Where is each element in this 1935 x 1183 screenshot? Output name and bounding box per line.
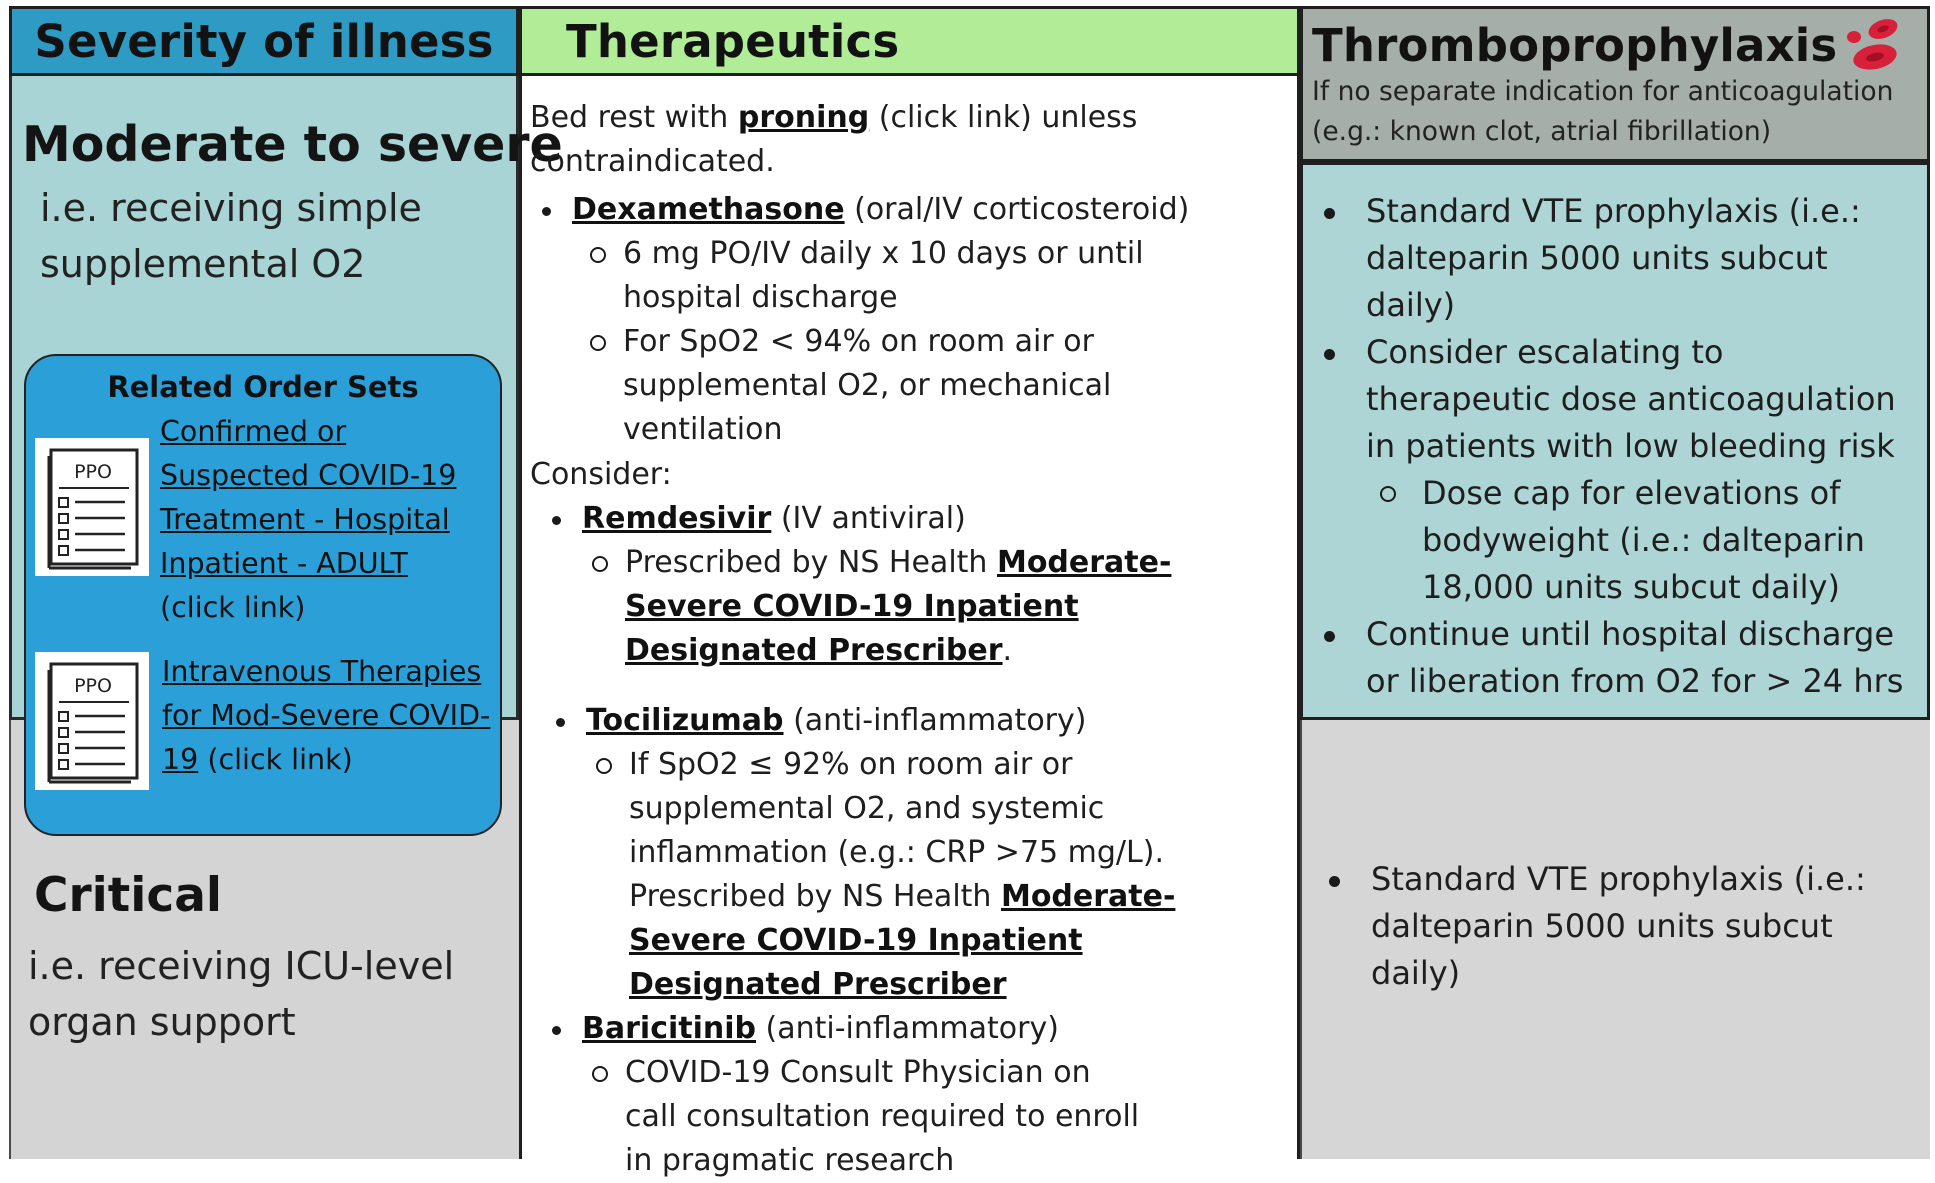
tocilizumab-item: Tocilizumab (anti-inflammatory) If SpO2 ≤ 92% on room air or supplemental O2, and systemic inflammation (e.g.: CRP >75 mg/L). Prescribed by NS Health Moderate-Severe COVID-19 Inpatient Designated Prescriber — [544, 699, 1300, 1007]
therapeutics-header — [519, 6, 1300, 76]
severity-header — [9, 6, 519, 76]
order-set-item — [160, 410, 480, 630]
click-link-hint: (click link) — [207, 743, 353, 776]
dexamethasone-indication: For SpO2 < 94% on room air or supplemental O2, or mechanical ventilation — [580, 320, 1250, 452]
designated-prescriber-link[interactable]: Moderate-Severe COVID-19 Inpatient Designated Prescriber — [629, 879, 1176, 1002]
bed-rest-instruction: Bed rest with proning (click link) unless contraindicated. — [530, 100, 1138, 179]
critical-description: i.e. receiving ICU-level organ support — [28, 944, 455, 1044]
tocilizumab-link[interactable]: Tocilizumab — [586, 703, 784, 738]
baricitinib-consult: COVID-19 Consult Physician on call consultation required to enroll in pragmatic research — [582, 1051, 1142, 1183]
critical-thrombo-content — [1311, 856, 1871, 997]
consider-therapy-list — [540, 1007, 1300, 1183]
iv-therapies-order-set-link[interactable]: Intravenous Therapies for Mod-Severe COVID-19 — [162, 655, 491, 776]
therapeutics-header-title: Therapeutics — [566, 14, 900, 68]
remdesivir-item: Remdesivir (IV antiviral) Prescribed by NS Health Moderate-Severe COVID-19 Inpatient Designated Prescriber. — [540, 497, 1300, 673]
order-set-item — [162, 650, 496, 782]
ppo-label: PPO — [74, 675, 112, 697]
consider-label: Consider: — [530, 457, 672, 492]
designated-prescriber-link[interactable]: Moderate-Severe COVID-19 Inpatient Designated Prescriber — [625, 545, 1172, 668]
thromboprophylaxis-header-title: Thromboprophylaxis — [1312, 19, 1838, 72]
order-sets-title: Related Order Sets — [107, 370, 419, 404]
primary-therapy-list — [530, 188, 1300, 452]
moderate-thrombo-content — [1306, 188, 1918, 705]
baricitinib-link[interactable]: Baricitinib — [582, 1011, 756, 1046]
remdesivir-prescriber: Prescribed by NS Health Moderate-Severe COVID-19 Inpatient Designated Prescriber. — [582, 541, 1247, 673]
order-document-icon — [35, 652, 149, 790]
baricitinib-item: Baricitinib (anti-inflammatory) COVID-19 Consult Physician on call consultation required to enroll in pragmatic research — [540, 1007, 1300, 1183]
tocilizumab-indication: If SpO2 ≤ 92% on room air or supplemental O2, and systemic inflammation (e.g.: CRP >75 mg/L). Prescribed by NS Health Moderate-Severe COVID-19 Inpatient Designated Prescriber — [586, 743, 1241, 1007]
critical-thrombo-list — [1311, 856, 1871, 997]
dexamethasone-item: Dexamethasone (oral/IV corticosteroid) 6 mg PO/IV daily x 10 days or until hospital discharge For SpO2 < 94% on room air or supplemental O2, or mechanical ventilation — [530, 188, 1300, 452]
remdesivir-link[interactable]: Remdesivir — [582, 501, 772, 536]
blood-cells-icon — [1845, 17, 1909, 73]
vte-prophylaxis-item: Standard VTE prophylaxis (i.e.: dalteparin 5000 units subcut daily) — [1306, 188, 1918, 329]
dexamethasone-link[interactable]: Dexamethasone — [572, 192, 845, 227]
click-link-hint: (click link) — [160, 591, 306, 624]
duration-item: Continue until hospital discharge or liberation from O2 for > 24 hrs — [1306, 611, 1918, 705]
dose-cap-item: Dose cap for elevations of bodyweight (i.e.: dalteparin 18,000 units subcut daily) — [1366, 470, 1918, 611]
moderate-thrombo-list — [1306, 188, 1918, 705]
severity-header-title: Severity of illness — [34, 14, 494, 68]
critical-title: Critical — [34, 868, 223, 923]
therapeutics-content — [530, 96, 1300, 1183]
therapeutic-escalation-item: Consider escalating to therapeutic dose anticoagulation in patients with low bleeding risk Dose cap for elevations of bodyweight (i.e.: dalteparin 18,000 units subcut daily) — [1306, 329, 1918, 611]
order-document-icon — [35, 438, 149, 576]
thromboprophylaxis-note: If no separate indication for anticoagulation (e.g.: known clot, atrial fibrillation) — [1312, 76, 1894, 147]
proning-link[interactable]: proning — [737, 100, 870, 135]
moderate-severe-description: i.e. receiving simple supplemental O2 — [40, 186, 422, 286]
moderate-severe-title: Moderate to severe — [22, 116, 563, 173]
consider-therapy-list — [540, 497, 1300, 673]
covid-treatment-order-set-link[interactable]: Confirmed or Suspected COVID-19 Treatment - Hospital Inpatient - ADULT — [160, 415, 457, 580]
consider-therapy-list — [544, 699, 1300, 1007]
vte-prophylaxis-item: Standard VTE prophylaxis (i.e.: dalteparin 5000 units subcut daily) — [1311, 856, 1871, 997]
dexamethasone-dose: 6 mg PO/IV daily x 10 days or until hospital discharge — [580, 232, 1250, 320]
thromboprophylaxis-header — [1300, 6, 1930, 162]
related-order-sets-box — [24, 354, 502, 836]
ppo-label: PPO — [74, 461, 112, 483]
